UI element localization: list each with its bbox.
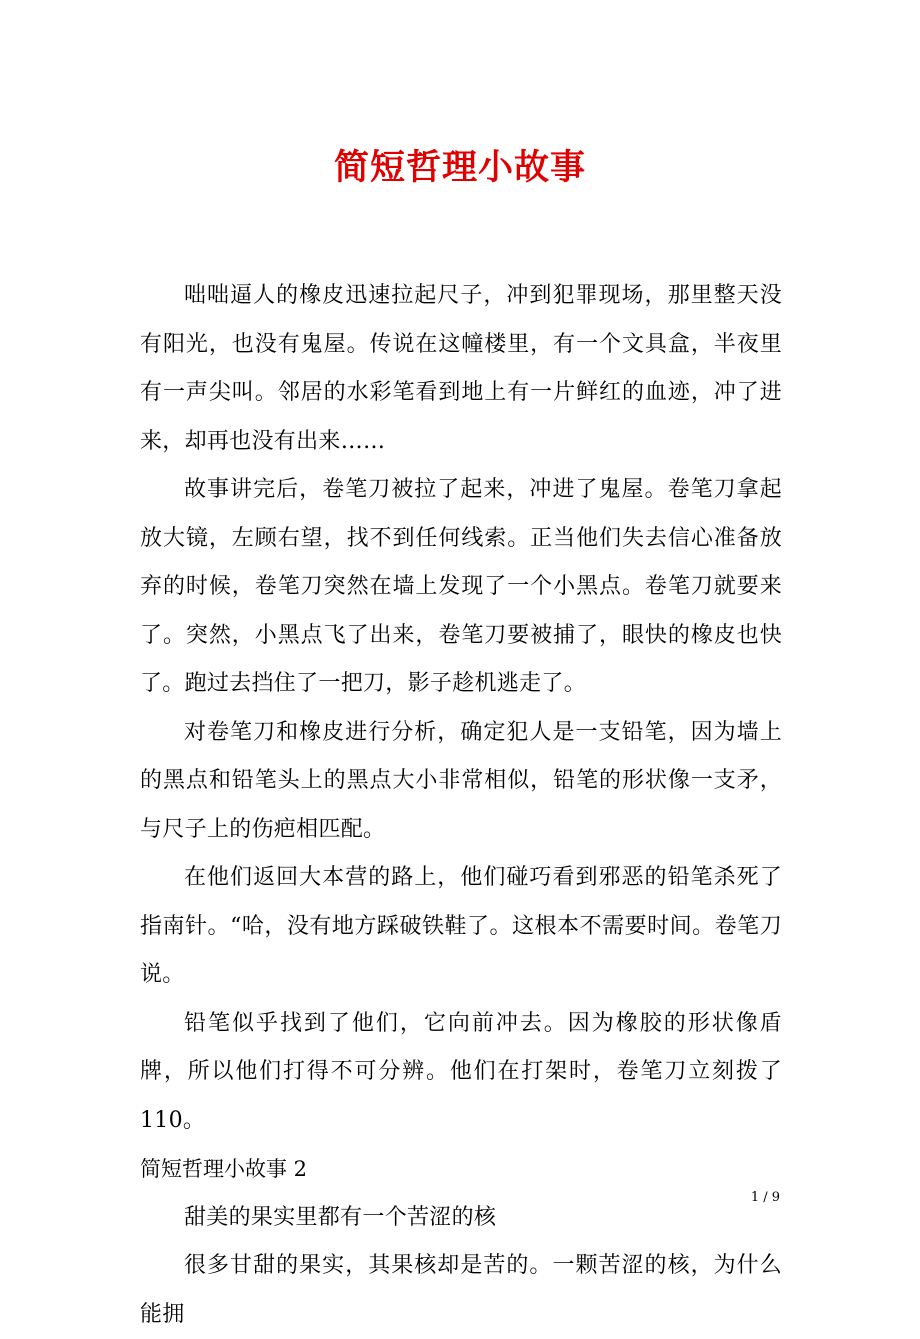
- paragraph: 对卷笔刀和橡皮进行分析，确定犯人是一支铅笔，因为墙上的黑点和铅笔头上的黑点大小非常相似，铅笔的形状像一支矛，与尺子上的伤疤相匹配。: [140, 719, 782, 842]
- document-title: 简短哲理小故事: [333, 147, 586, 188]
- paragraph: 故事讲完后，卷笔刀被拉了起来，冲进了鬼屋。卷笔刀拿起放大镜，左顾右望，找不到任何线索。正当他们失去信心准备放弃的时候，卷笔刀突然在墙上发现了一个小黑点。卷笔刀就要来了。突然，小黑点飞了出来，卷笔刀要被捕了，眼快的橡皮也快了。跑过去挡住了一把刀，影子趁机逃走了。: [140, 477, 782, 696]
- section-subtitle: 甜美的果实里都有一个苦涩的核: [184, 1204, 497, 1230]
- section-heading: 简短哲理小故事 2: [140, 1157, 308, 1181]
- paragraph: 铅笔似乎找到了他们，它向前冲去。因为橡胶的形状像盾牌，所以他们打得不可分辨。他们在打架时，卷笔刀立刻拨了 110。: [140, 1010, 782, 1133]
- page-number: 1 / 9: [750, 1190, 780, 1205]
- paragraph: 很多甘甜的果实，其果核却是苦的。一颗苦涩的核，为什么能拥: [140, 1253, 782, 1327]
- paragraph: 咄咄逼人的橡皮迅速拉起尺子，冲到犯罪现场，那里整天没有阳光，也没有鬼屋。传说在这幢楼里，有一个文具盒，半夜里有一声尖叫。邻居的水彩笔看到地上有一片鲜红的血迹，冲了进来，却再也没有出来……: [140, 283, 782, 454]
- document-body: [140, 272, 782, 1339]
- paragraph: 在他们返回大本营的路上，他们碰巧看到邪恶的铅笔杀死了指南针。“哈，没有地方踩破铁鞋了。这根本不需要时间。卷笔刀说。: [140, 865, 782, 987]
